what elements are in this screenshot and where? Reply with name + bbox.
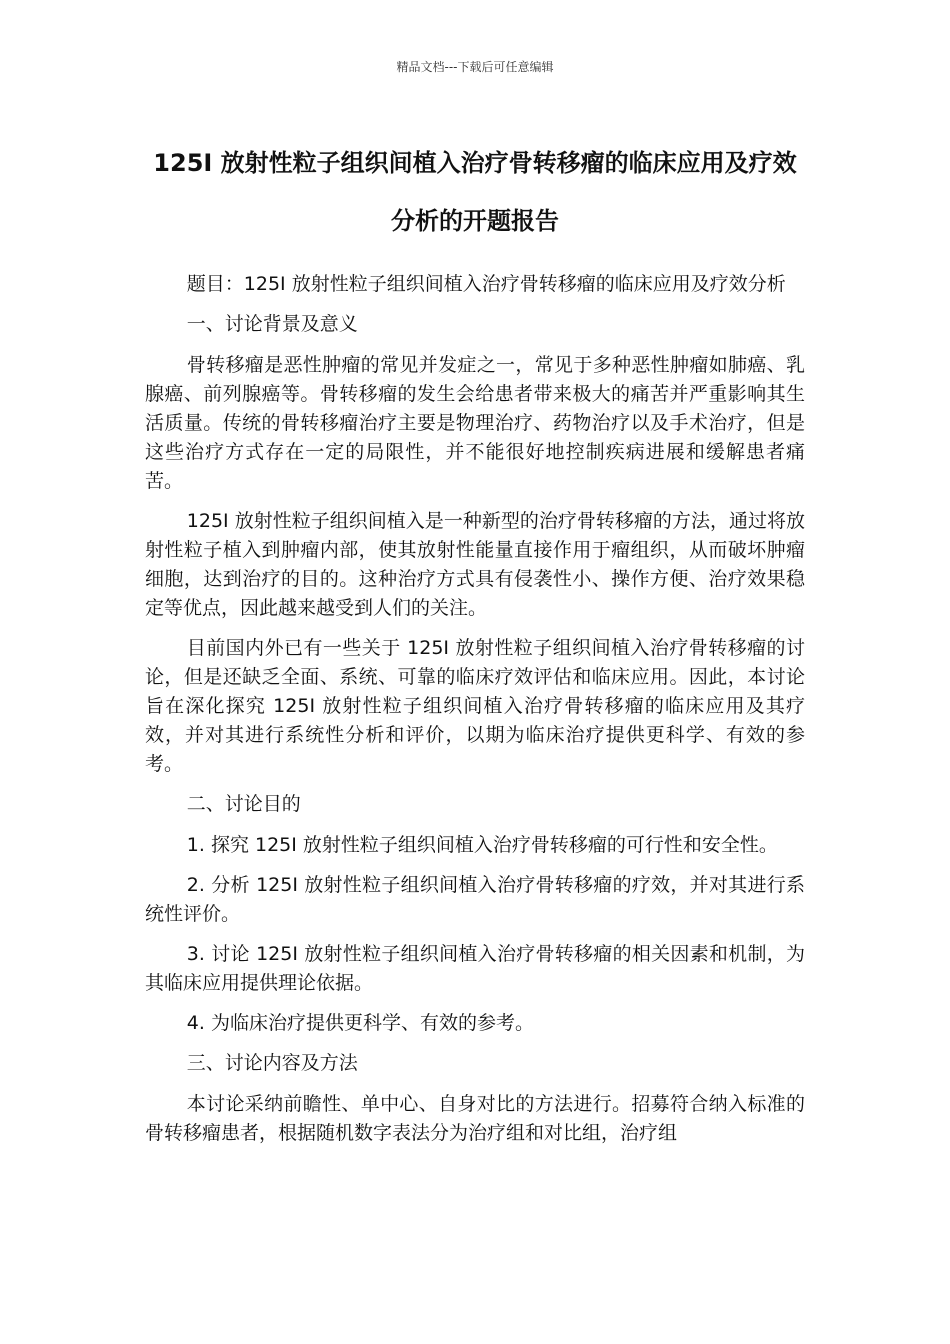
objective-item-1: 1. 探究 125I 放射性粒子组织间植入治疗骨转移瘤的可行性和安全性。 — [186, 834, 778, 856]
objective-item-3: 3. 讨论 125I 放射性粒子组织间植入治疗骨转移瘤的相关因素和机制，为其临床应用提供理论依据。 — [145, 943, 805, 994]
topic-paragraph: 题目：125I 放射性粒子组织间植入治疗骨转移瘤的临床应用及疗效分析 — [186, 273, 786, 295]
section-heading-background: 一、讨论背景及意义 — [186, 313, 358, 335]
background-paragraph-2: 125I 放射性粒子组织间植入是一种新型的治疗骨转移瘤的方法，通过将放射性粒子植入到肿瘤内部，使其放射性能量直接作用于瘤组织，从而破坏肿瘤细胞，达到治疗的目的。这种治疗方式具有侵袭性小、操作方便、治疗效果稳定等优点，因此越来越受到人们的关注。 — [145, 510, 805, 619]
document-title: 125I 放射性粒子组织间植入治疗骨转移瘤的临床应用及疗效分析的开题报告 — [153, 149, 797, 235]
document-body — [145, 270, 805, 1159]
background-paragraph-3: 目前国内外已有一些关于 125I 放射性粒子组织间植入治疗骨转移瘤的讨论，但是还缺乏全面、系统、可靠的临床疗效评估和临床应用。因此，本讨论旨在深化探究 125I 放射性粒子组织间植入治疗骨转移瘤的临床应用及其疗效，并对其进行系统性分析和评价，以期为临床治疗提供更科学、有效的参考。 — [145, 637, 805, 775]
header-note: 精品文档---下载后可任意编辑 — [396, 60, 554, 74]
background-paragraph-1: 骨转移瘤是恶性肿瘤的常见并发症之一，常见于多种恶性肿瘤如肺癌、乳腺癌、前列腺癌等。骨转移瘤的发生会给患者带来极大的痛苦并严重影响其生活质量。传统的骨转移瘤治疗主要是物理治疗、药物治疗以及手术治疗，但是这些治疗方式存在一定的局限性，并不能很好地控制疾病进展和缓解患者痛苦。 — [145, 354, 805, 492]
section-heading-methods: 三、讨论内容及方法 — [186, 1052, 358, 1074]
objective-item-4: 4. 为临床治疗提供更科学、有效的参考。 — [186, 1012, 534, 1034]
objective-item-2: 2. 分析 125I 放射性粒子组织间植入治疗骨转移瘤的疗效，并对其进行系统性评价。 — [145, 874, 805, 925]
methods-paragraph-1: 本讨论采纳前瞻性、单中心、自身对比的方法进行。招募符合纳入标准的骨转移瘤患者，根据随机数字表法分为治疗组和对比组，治疗组 — [145, 1093, 805, 1144]
section-heading-objectives: 二、讨论目的 — [186, 793, 301, 815]
